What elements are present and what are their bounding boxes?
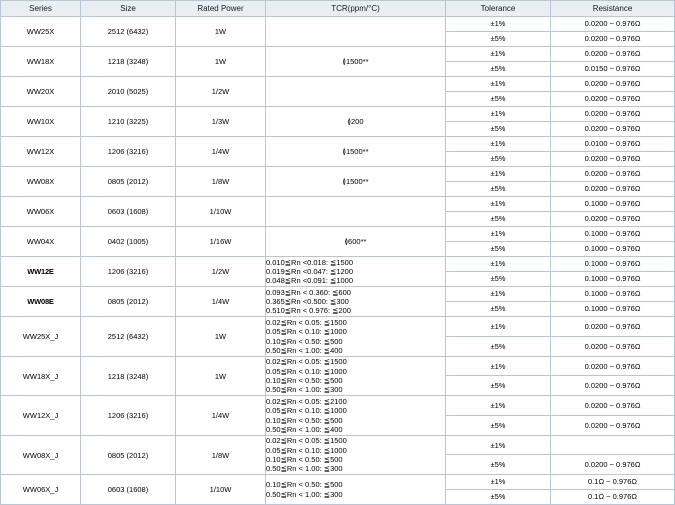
tcr-line: 0.02≦Rn < 0.05: ≦2100 [266,396,347,406]
tcr-line: 0.05≦Rn < 0.10: ≦1000 [266,406,347,416]
table-row [1,17,675,47]
tcr-line: 0.50≦Rn < 1.00: ≦400 [266,345,343,355]
cell-tolerance [446,475,551,505]
resistance-value: 0.1000 ~ 0.976Ω [551,287,674,302]
cell-tcr [266,396,446,436]
cell-rated-power [176,47,266,77]
cell-tcr [266,257,446,287]
cell-tolerance [446,287,551,317]
tcr-line: 0.10≦Rn < 0.50: ≦500 [266,376,343,385]
cell-tolerance [446,317,551,357]
cell-series [1,356,81,396]
tcr-line: 0.50≦Rn < 1.00: ≦300 [266,385,343,395]
tolerance-value: ±5% [490,273,506,283]
tcr-line: ≬1500** [342,56,369,66]
cell-rated-power-text: 1/16W [209,237,232,246]
cell-rated-power [176,17,266,47]
tolerance-value: ±1% [446,317,550,336]
cell-resistance [551,107,675,137]
cell-series [1,435,81,475]
resistance-value: 0.0200 ~ 0.976Ω [551,77,674,92]
tolerance-value: ±1% [446,107,550,122]
resistance-value: 0.0200 ~ 0.976Ω [584,153,641,163]
cell-rated-power [176,137,266,167]
cell-series-text: WW18X [26,57,55,66]
table-header [1,1,675,17]
tcr-line: ≬200 [347,116,364,126]
resistance-value: 0.1Ω ~ 0.976Ω [551,475,674,490]
cell-size [81,137,176,167]
cell-tolerance [446,396,551,436]
header-row [1,1,675,17]
resistance-value: 0.0100 ~ 0.976Ω [551,137,674,152]
cell-series-text: WW25X_J [22,332,59,341]
table-row [1,77,675,107]
cell-rated-power [176,77,266,107]
tolerance-value: ±5% [490,243,506,253]
cell-series [1,287,81,317]
cell-resistance [551,197,675,227]
cell-series [1,317,81,357]
cell-series [1,17,81,47]
resistance-value: 0.1000 ~ 0.976Ω [584,273,641,283]
cell-rated-power-text: 1/2W [211,267,230,277]
table-row [1,47,675,77]
tolerance-value: ±5% [490,63,506,73]
cell-tcr [266,137,446,167]
cell-series-text: WW08X [26,177,55,186]
cell-resistance [551,396,675,436]
tcr-line: 0.50≦Rn < 1.00: ≦300 [266,489,343,499]
cell-size [81,287,176,317]
tcr-line: 0.05≦Rn < 0.10: ≦1000 [266,366,347,376]
cell-series [1,396,81,436]
cell-rated-power [176,317,266,357]
cell-rated-power-text: 1/4W [211,411,230,420]
cell-series-text: WW08E [27,297,54,307]
cell-rated-power [176,107,266,137]
cell-size-text: 1218 (3248) [107,57,149,66]
header-size: Size [81,1,176,17]
tolerance-value: ±5% [490,303,506,313]
resistance-value: 0.0200 ~ 0.976Ω [584,93,641,103]
cell-rated-power [176,227,266,257]
resistance-value: 0.1000 ~ 0.976Ω [551,257,674,272]
resistance-value: 0.1000 ~ 0.976Ω [551,197,674,212]
tolerance-value: ±1% [446,17,550,32]
tcr-line: 0.50≦Rn < 1.00: ≦400 [266,424,343,434]
cell-tolerance [446,356,551,396]
resistance-value: 0.0200 ~ 0.976Ω [584,33,641,43]
cell-series-text: WW06X [26,207,55,216]
cell-size [81,107,176,137]
tolerance-value: ±1% [446,77,550,92]
tolerance-value: ±1% [446,197,550,212]
cell-tcr [266,435,446,475]
header-tcr: TCR(ppm/°C) [266,1,446,17]
tolerance-value: ±5% [490,381,506,390]
cell-tolerance [446,257,551,287]
cell-tcr [266,197,446,227]
cell-size-text: 2512 (6432) [107,27,149,36]
cell-series-text: WW10X [26,117,55,126]
cell-tolerance [446,47,551,77]
header-tolerance: Tolerance [446,1,551,17]
cell-rated-power-text: 1/8W [211,450,230,460]
cell-series-text: WW12X_J [22,411,59,420]
table-row [1,356,675,396]
resistance-value [551,436,674,455]
tolerance-value: ±1% [446,167,550,182]
cell-tcr [266,317,446,357]
tcr-line: 0.02≦Rn < 0.05: ≦1500 [266,317,347,327]
cell-rated-power-text: 1W [214,332,227,341]
cell-series [1,137,81,167]
resistance-value: 0.1000 ~ 0.976Ω [551,227,674,242]
cell-tcr [266,227,446,257]
tolerance-value: ±5% [490,341,506,351]
cell-rated-power-text: 1W [214,57,227,66]
cell-rated-power-text: 1W [214,27,227,36]
cell-size-text: 2010 (5025) [107,87,149,96]
header-series: Series [1,1,81,17]
cell-size [81,77,176,107]
tolerance-value: ±1% [446,137,550,152]
tolerance-value: ±1% [446,227,550,242]
resistance-value: 0.1000 ~ 0.976Ω [584,303,641,313]
tcr-line: ≬1500** [342,176,369,186]
tcr-line: 0.093≦Rn < 0.360: ≦600 [266,287,351,297]
cell-tolerance [446,435,551,475]
cell-tcr [266,47,446,77]
resistance-value: 0.0200 ~ 0.976Ω [551,357,674,376]
cell-size-text: 0805 (2012) [107,177,149,186]
tcr-line: 0.02≦Rn < 0.05: ≦1500 [266,357,347,367]
resistance-value: 0.0200 ~ 0.976Ω [584,123,641,133]
cell-tolerance [446,197,551,227]
table-row [1,287,675,317]
cell-size [81,475,176,505]
tcr-line: ≬1500** [342,146,369,156]
table-row [1,107,675,137]
cell-series [1,257,81,287]
tolerance-value: ±1% [446,475,550,490]
cell-resistance [551,317,675,357]
resistance-value: 0.1Ω ~ 0.976Ω [588,491,637,501]
tcr-line: 0.02≦Rn < 0.05: ≦1500 [266,436,347,446]
cell-resistance [551,167,675,197]
cell-rated-power [176,197,266,227]
cell-rated-power [176,167,266,197]
resistance-value: 0.0200 ~ 0.976Ω [551,17,674,32]
cell-size [81,197,176,227]
tolerance-value: ±1% [446,257,550,272]
cell-series-text: WW20X [26,87,55,96]
resistance-value: 0.0150 ~ 0.976Ω [584,63,641,73]
cell-size-text: 0603 (1608) [107,485,149,495]
cell-resistance [551,475,675,505]
tolerance-value: ±5% [490,33,506,43]
cell-tolerance [446,17,551,47]
cell-tcr [266,287,446,317]
cell-size [81,47,176,77]
cell-tcr [266,167,446,197]
resistance-value: 0.1000 ~ 0.976Ω [584,243,641,253]
tcr-line: 0.510≦Rn < 0.976: ≦200 [266,306,351,316]
resistance-value: 0.0200 ~ 0.976Ω [584,460,641,469]
cell-rated-power-text: 1/4W [211,147,230,156]
cell-size-text: 0603 (1608) [107,207,149,216]
cell-tolerance [446,227,551,257]
tcr-line: 0.10≦Rn < 0.50: ≦500 [266,480,343,490]
cell-series [1,47,81,77]
resistance-value: 0.0200 ~ 0.976Ω [551,47,674,62]
tolerance-value: ±5% [490,491,506,501]
cell-size [81,317,176,357]
resistance-value: 0.0200 ~ 0.976Ω [551,167,674,182]
cell-size [81,17,176,47]
cell-rated-power [176,287,266,317]
cell-size [81,435,176,475]
tolerance-value: ±5% [490,153,506,163]
cell-resistance [551,227,675,257]
cell-rated-power [176,396,266,436]
cell-size [81,356,176,396]
cell-size-text: 0805 (2012) [107,450,149,460]
tcr-line: 0.10≦Rn < 0.50: ≦500 [266,336,343,346]
tolerance-value: ±5% [490,213,506,223]
cell-series-text: WW12E [27,267,54,277]
header-resistance: Resistance [551,1,675,17]
tolerance-value: ±5% [490,420,506,430]
cell-series [1,197,81,227]
tcr-line: ≬600** [344,236,367,246]
cell-tcr [266,77,446,107]
cell-rated-power-text: 1/8W [211,177,230,186]
table-row [1,475,675,505]
cell-rated-power [176,435,266,475]
cell-series [1,227,81,257]
resistance-value: 0.0200 ~ 0.976Ω [584,381,641,390]
cell-resistance [551,435,675,475]
cell-tolerance [446,137,551,167]
cell-size [81,167,176,197]
table-row [1,257,675,287]
cell-series-text: WW18X_J [22,371,59,381]
cell-size [81,396,176,436]
tolerance-value: ±1% [446,287,550,302]
header-rated-power: Rated Power [176,1,266,17]
tolerance-value: ±1% [446,436,550,455]
tcr-line: 0.05≦Rn < 0.10: ≦1000 [266,327,347,337]
cell-resistance [551,17,675,47]
cell-size-text: 1206 (3216) [107,147,149,156]
resistance-value: 0.0200 ~ 0.976Ω [551,317,674,336]
tcr-line: 0.365≦Rn <0.500: ≦300 [266,297,349,306]
cell-tcr [266,107,446,137]
cell-size-text: 1218 (3248) [107,371,149,381]
cell-size [81,227,176,257]
tcr-line: 0.048≦Rn <0.091: ≦1000 [266,276,354,286]
cell-series-text: WW25X [26,27,55,36]
tolerance-value: ±1% [446,357,550,376]
cell-rated-power [176,257,266,287]
cell-resistance [551,257,675,287]
tolerance-value: ±1% [446,396,550,415]
cell-size [81,257,176,287]
cell-tcr [266,475,446,505]
resistance-value: 0.0200 ~ 0.976Ω [584,183,641,193]
cell-resistance [551,137,675,167]
tolerance-value: ±1% [446,47,550,62]
cell-resistance [551,47,675,77]
table-row [1,227,675,257]
cell-tolerance [446,167,551,197]
tcr-line: 0.010≦Rn <0.018: ≦1500 [266,257,354,267]
cell-rated-power-text: 1W [214,371,227,381]
resistance-value: 0.0200 ~ 0.976Ω [551,396,674,415]
tcr-line: 0.10≦Rn < 0.50: ≦500 [266,415,343,425]
resistance-value: 0.0200 ~ 0.976Ω [551,107,674,122]
cell-tolerance [446,77,551,107]
resistance-value: 0.0200 ~ 0.976Ω [584,341,641,351]
cell-resistance [551,287,675,317]
cell-size-text: 2512 (6432) [107,332,149,341]
cell-series-text: WW12X [26,147,55,156]
tolerance-value: ±5% [490,460,506,469]
cell-size-text: 1206 (3216) [107,411,149,420]
cell-tcr [266,356,446,396]
table-row [1,435,675,475]
tcr-line: 0.05≦Rn < 0.10: ≦1000 [266,445,347,455]
cell-rated-power [176,356,266,396]
cell-series-text: WW06X_J [22,485,59,495]
cell-series [1,167,81,197]
table-row [1,317,675,357]
tolerance-value: ±5% [490,123,506,133]
cell-series [1,107,81,137]
cell-rated-power-text: 1/10W [209,207,232,216]
cell-rated-power [176,475,266,505]
table-body [1,17,675,505]
cell-tcr [266,17,446,47]
cell-resistance [551,77,675,107]
tolerance-value: ±5% [490,183,506,193]
cell-size-text: 1206 (3216) [107,267,149,277]
tcr-line: 0.50≦Rn < 1.00: ≦300 [266,464,343,474]
cell-rated-power-text: 1/10W [209,485,232,495]
cell-series [1,475,81,505]
table-row [1,167,675,197]
cell-series-text: WW04X [26,237,55,246]
table-row [1,137,675,167]
cell-rated-power-text: 1/2W [211,87,230,96]
tolerance-value: ±5% [490,93,506,103]
cell-resistance [551,356,675,396]
cell-series [1,77,81,107]
cell-rated-power-text: 1/3W [211,117,230,126]
table-row [1,197,675,227]
cell-tolerance [446,107,551,137]
cell-series-text: WW08X_J [22,450,59,460]
table-row [1,396,675,436]
cell-size-text: 1210 (3225) [107,117,149,126]
resistance-value: 0.0200 ~ 0.976Ω [584,213,641,223]
tcr-line: 0.10≦Rn < 0.50: ≦500 [266,455,343,464]
cell-size-text: 0402 (1005) [107,237,149,246]
resistance-value: 0.0200 ~ 0.976Ω [584,420,641,430]
tcr-line: 0.019≦Rn <0.047: ≦1200 [266,266,354,276]
cell-rated-power-text: 1/4W [211,297,230,307]
cell-size-text: 0805 (2012) [107,297,149,307]
